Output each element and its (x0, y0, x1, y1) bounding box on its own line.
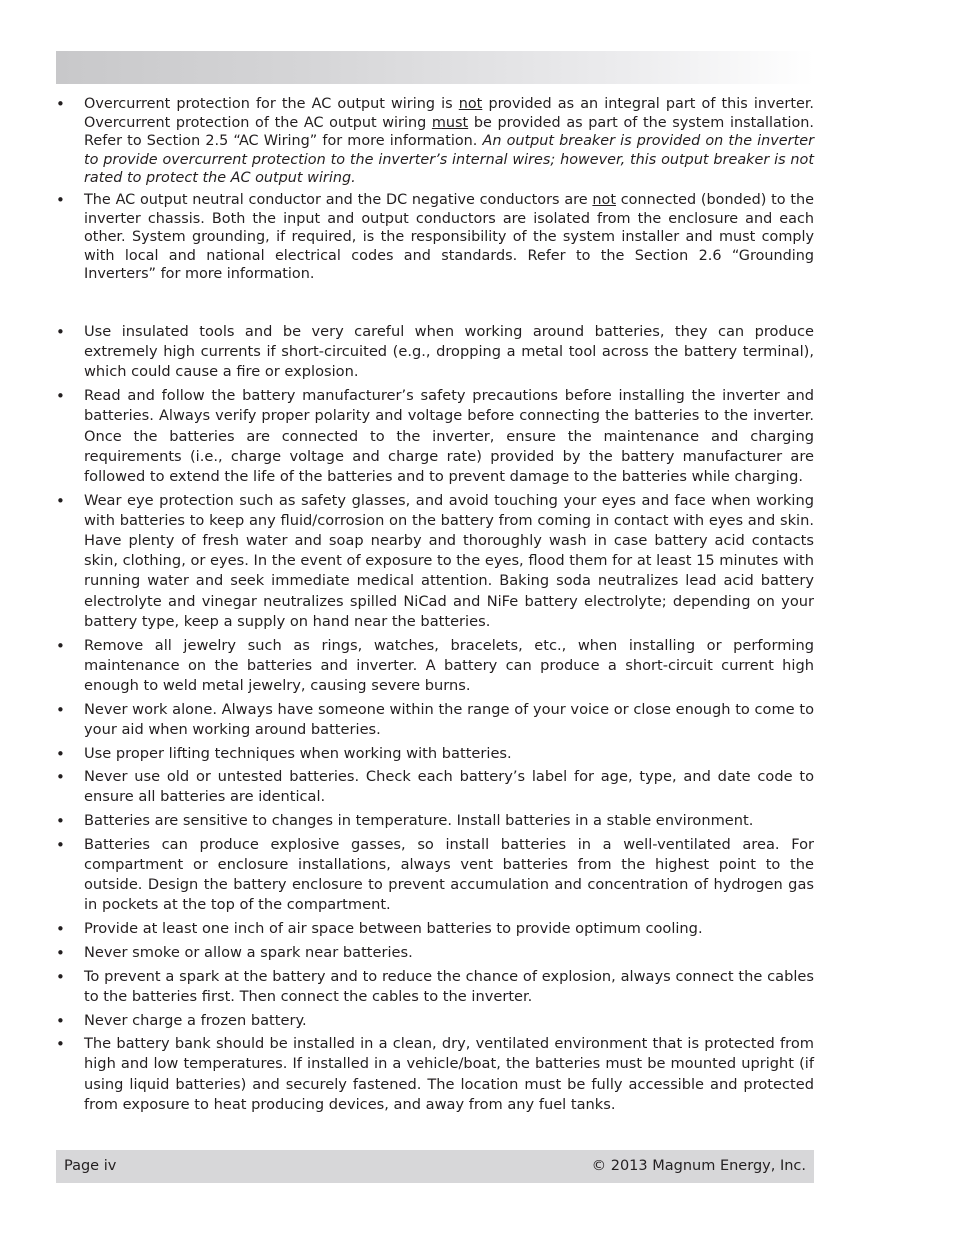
item-text: connected (bonded) to the inverter chassis. Both the input and output conductors are isolated from the enclosure and each other. System grounding, if required, is the responsibility of the system installer and must comply with local and national electrical codes and standards. Refer to the Section 2.6 “Grounding Inverters” for more information. (84, 191, 814, 283)
page-number: Page iv (64, 1158, 117, 1174)
header-bar (56, 51, 814, 84)
item-text: Overcurrent protection for the AC output wiring is (84, 96, 459, 112)
copyright-notice: © 2013 Magnum Energy, Inc. (591, 1158, 806, 1174)
list-item: • The battery bank should be installed in a clean, dry, ventilated environment that is protected from high and low temperatures. If installed in a vehicle/boat, the batteries must be mounted upright (if using liquid batteries) and securely fastened. The location must be fully accessible and protected from exposure to heat producing devices, and away from any fuel tanks. (56, 1034, 814, 1115)
item-text: The AC output neutral conductor and the DC negative conductors are (84, 191, 593, 208)
list-item: • Never work alone. Always have someone within the range of your voice or close enough to come to your aid when working around batteries. (56, 700, 814, 740)
italic-note: An output breaker is provided on the inverter to provide overcurrent protection to the inverter’s internal wires; however, this output breaker is not rated to protect the AC output wiring. (84, 133, 814, 187)
list-item: • Batteries can produce explosive gasses, so install batteries in a well-ventilated area. For compartment or enclosure installations, always vent batteries from the highest point to the outside. Design the battery enclosure to prevent accumulation and concentration of hydrogen gas in pockets at the top of the compartment. (56, 835, 814, 916)
battery-safety-list (56, 322, 814, 1119)
list-item: • Batteries are sensitive to changes in temperature. Install batteries in a stable environment. (56, 811, 814, 831)
list-item: • Read and follow the battery manufacturer’s safety precautions before installing the inverter and batteries. Always verify proper polarity and voltage before connecting the batteries to the inverter. Once the batteries are connected to the inverter, ensure the maintenance and charging requirements (i.e., charge voltage and charge rate) provided by the battery manufacturer are followed to extend the life of the batteries and to prevent damage to the batteries while charging. (56, 386, 814, 487)
footer-bar (56, 1150, 814, 1183)
item-text: provided as an integral part of this inverter. Overcurrent protection of the AC output wiring (84, 96, 814, 131)
ac-wiring-safety-list (56, 95, 814, 287)
emphasis-underline: not (458, 96, 483, 112)
list-item: • Never charge a frozen battery. (56, 1011, 814, 1031)
list-item: • Never use old or untested batteries. Check each battery’s label for age, type, and date code to ensure all batteries are identical. (56, 767, 814, 807)
list-item: • To prevent a spark at the battery and to reduce the chance of explosion, always connect the cables to the batteries first. Then connect the cables to the inverter. (56, 967, 814, 1007)
list-item: • Provide at least one inch of air space between batteries to provide optimum cooling. (56, 919, 814, 939)
emphasis-underline: not (592, 191, 616, 208)
list-item: • Use proper lifting techniques when working with batteries. (56, 744, 814, 764)
list-item: • Remove all jewelry such as rings, watches, bracelets, etc., when installing or performing maintenance on the batteries and inverter. A battery can produce a short-circuit current high enough to weld metal jewelry, causing severe burns. (56, 636, 814, 697)
item-text: be provided as part of the system installation. Refer to Section 2.5 “AC Wiring” for more information. (84, 114, 814, 150)
emphasis-underline: must (431, 114, 469, 131)
list-item: • Never smoke or allow a spark near batteries. (56, 943, 814, 963)
list-item (56, 191, 814, 284)
list-item: • Use insulated tools and be very careful when working around batteries, they can produce extremely high currents if short-circuited (e.g., dropping a metal tool across the battery terminal), which could cause a fire or explosion. (56, 322, 814, 383)
list-item (56, 95, 814, 188)
list-item: • Wear eye protection such as safety glasses, and avoid touching your eyes and face when working with batteries to keep any fluid/corrosion on the battery from coming in contact with eyes and skin. Have plenty of fresh water and soap nearby and thoroughly wash in case battery acid contacts skin, clothing, or eyes. In the event of exposure to the eyes, flood them for at least 15 minutes with running water and seek immediate medical attention. Baking soda neutralizes lead acid battery electrolyte and vinegar neutralizes spilled NiCad and NiFe battery electrolyte; depending on your battery type, keep a supply on hand near the batteries. (56, 491, 814, 632)
